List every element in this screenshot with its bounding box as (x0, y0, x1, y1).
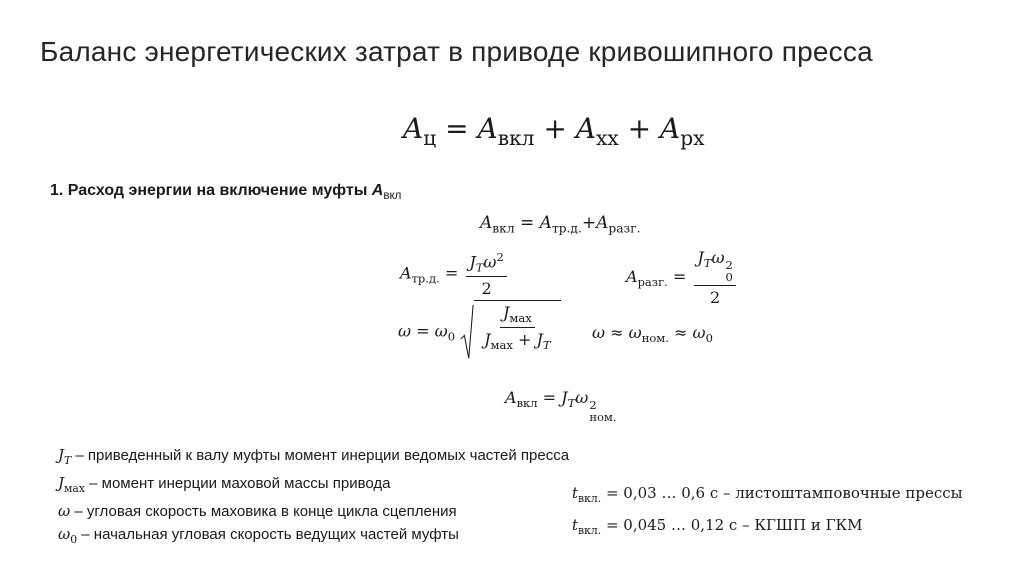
formula-friction-energy: $A_{тр.д.}$ = $\frac{J_T\omega^2}{2}$ (400, 250, 510, 298)
definition-item: $\omega_0$ – начальная угловая скорость ведущих частей муфты (58, 524, 459, 546)
square-root: $\frac{J_{мах}}{J_{мах} + J_T}$ (460, 300, 560, 364)
page-title: Баланс энергетических затрат в приводе кривошипного пресса (40, 36, 873, 67)
formula-final: $A_{вкл} = J_T\omega$ 2 ном. (505, 388, 617, 424)
time-item: $t_{вкл.} = 0,045$ … 0,12 с – КГШП и ГКМ (572, 515, 863, 537)
formula-omega-sqrt: $\omega = \omega_0$ $\frac{J_{мах}}{J_{мах} + J_T}$ (398, 300, 561, 364)
definition-item: $J_{мах}$ – момент инерции маховой массы привода (58, 473, 391, 495)
formula-acceleration-energy: $A_{разг.}$ = $J_T\omega$ 2 0 2 (626, 248, 739, 307)
radical-sign-icon (460, 300, 474, 364)
definition-item: $J_T$ – приведенный к валу муфты момент инерции ведомых частей пресса (58, 446, 570, 467)
time-item: $t_{вкл.} = 0,03$ … 0,6 с – листоштамповочные прессы (572, 484, 963, 505)
definition-item: ω – угловая скорость маховика в конце цикла сцепления (58, 501, 457, 520)
formula-omega-approx: $\omega \approx \omega_{ном.} \approx \omega_0$ (592, 323, 713, 346)
engagement-times (572, 480, 963, 544)
definitions-list (58, 444, 569, 550)
main-energy-balance-formula: $A_ц = A_{вкл} + A_{хх} + A_{рх}$ (403, 112, 705, 151)
formula-sum: $A_{вкл} = A_{тр.д.}+A_{разг.}$ (480, 213, 641, 236)
section-heading: 1. Расход энергии на включение муфты $A_{вкл}$ (50, 182, 402, 203)
